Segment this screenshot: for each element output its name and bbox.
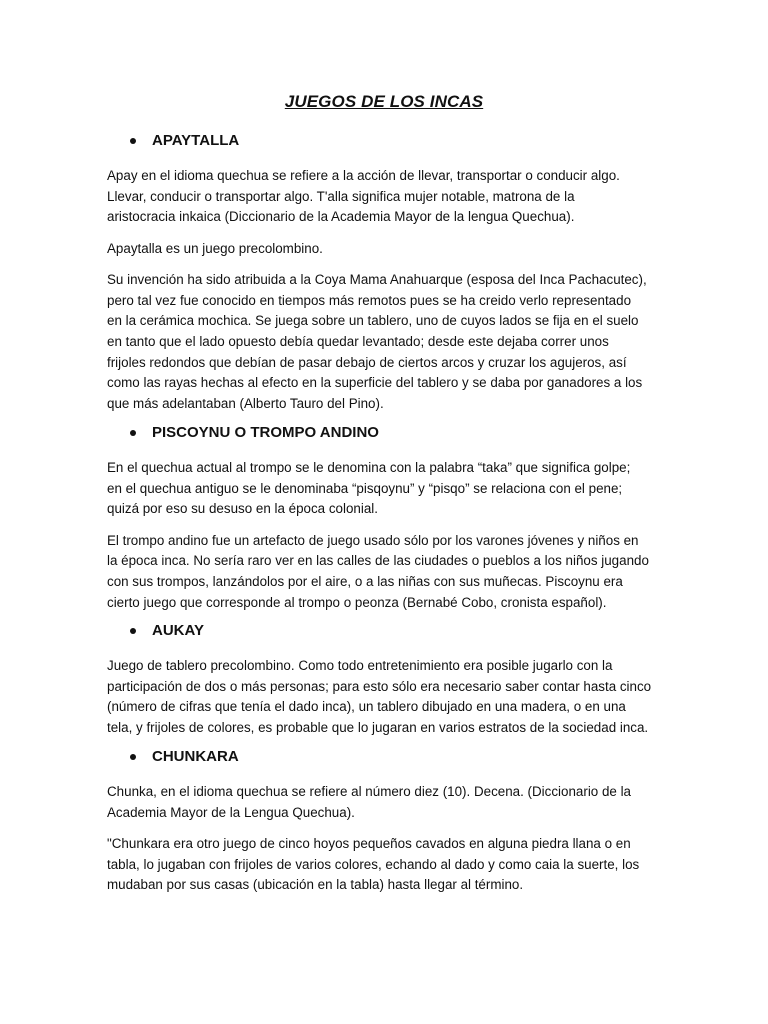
bullet-icon bbox=[130, 138, 136, 144]
section-chunkara bbox=[107, 746, 667, 907]
paragraph bbox=[107, 166, 667, 228]
text-line: Academia Mayor de la Lengua Quechua). bbox=[107, 804, 355, 820]
section-heading bbox=[107, 620, 667, 642]
text-line: tela, y frijoles de colores, es probable que lo jugaran en varios estratos de la sociedad inca. bbox=[107, 720, 649, 736]
paragraph bbox=[107, 239, 667, 260]
document-title: JUEGOS DE LOS INCAS bbox=[284, 92, 484, 111]
text-line: Llevar, conducir o transportar algo. T'alla significa mujer notable, matrona de la bbox=[107, 188, 575, 204]
section-heading bbox=[107, 422, 667, 444]
text-line: la época inca. No sería raro ver en las calles de las ciudades o pueblos a los niños jugando bbox=[107, 553, 649, 569]
bullet-icon bbox=[130, 754, 136, 760]
paragraph bbox=[107, 270, 667, 415]
section-heading-text: APAYTALLA bbox=[152, 132, 240, 149]
text-line: Su invención ha sido atribuida a la Coya Mama Anahuarque (esposa del Inca Pachacutec), bbox=[107, 271, 647, 287]
section-heading bbox=[107, 130, 667, 152]
text-line: Apaytalla es un juego precolombino. bbox=[107, 240, 323, 256]
bullet-icon bbox=[130, 628, 136, 634]
text-line: mudaban por sus casas (ubicación en la tabla) hasta llegar al término. bbox=[107, 877, 524, 893]
text-line: cierto juego que corresponde al trompo o peonza (Bernabé Cobo, cronista español). bbox=[107, 594, 607, 610]
section-heading-text: AUKAY bbox=[152, 622, 204, 639]
section-heading-text: PISCOYNU O TROMPO ANDINO bbox=[152, 424, 379, 441]
section-aukay bbox=[107, 620, 667, 749]
text-line: (número de cifras que tenía el dado inca), un tablero dibujado en una madera, o en una bbox=[107, 699, 626, 715]
text-line: como las rayas hechas al efecto en la superficie del tablero y se daba por ganadores a los bbox=[107, 375, 643, 391]
paragraph bbox=[107, 834, 667, 896]
text-line: con sus trompos, lanzándolos por el aire, o a las niñas con sus muñecas. Piscoynu era bbox=[107, 574, 623, 590]
paragraph bbox=[107, 782, 667, 823]
text-line: quizá por eso su desuso en la época colonial. bbox=[107, 501, 378, 517]
text-line: en el quechua antiguo se le denominaba “pisqoynu” y “pisqo” se relaciona con el pene; bbox=[107, 480, 623, 496]
paragraph bbox=[107, 458, 667, 520]
text-line: en la cerámica mochica. Se juega sobre un tablero, uno de cuyos lados se fija en el suelo bbox=[107, 313, 639, 329]
text-line: El trompo andino fue un artefacto de juego usado sólo por los varones jóvenes y niños en bbox=[107, 532, 639, 548]
paragraph bbox=[107, 531, 667, 614]
text-line: en tanto que el lado opuesto debía quedar levantado; desde este dejaba correr unos bbox=[107, 333, 609, 349]
text-line: Chunka, en el idioma quechua se refiere al número diez (10). Decena. (Diccionario de la bbox=[107, 784, 632, 799]
bullet-icon bbox=[130, 430, 136, 436]
text-line: frijoles redondos que debían de pasar debajo de ciertos arcos y cruzar los agujeros, así bbox=[107, 354, 627, 370]
section-apaytalla bbox=[107, 130, 667, 425]
text-line: participación de dos o más personas; para esto sólo era necesario saber contar hasta cinco bbox=[107, 678, 652, 694]
text-line: Juego de tablero precolombino. Como todo entretenimiento era posible jugarlo con la bbox=[107, 658, 613, 673]
paragraph bbox=[107, 656, 667, 739]
text-line: Apay en el idioma quechua se refiere a la acción de llevar, transportar o conducir algo. bbox=[107, 168, 620, 183]
text-line: aristocracia inkaica (Diccionario de la Academia Mayor de la lengua Quechua). bbox=[107, 209, 575, 225]
text-line: En el quechua actual al trompo se le denomina con la palabra “taka” que significa golpe; bbox=[107, 460, 631, 475]
section-heading-text: CHUNKARA bbox=[152, 748, 239, 765]
text-line: pero tal vez fue conocido en tiempos más remotos pues se ha creido verlo representado bbox=[107, 292, 632, 308]
text-line: que más adelantaban (Alberto Tauro del Pino). bbox=[107, 396, 384, 412]
section-heading bbox=[107, 746, 667, 768]
text-line: "Chunkara era otro juego de cinco hoyos pequeños cavados en alguna piedra llana o en bbox=[107, 835, 631, 851]
section-piscoynu bbox=[107, 422, 667, 624]
text-line: tabla, lo jugaban con frijoles de varios colores, echando al dado y como caia la suerte, los bbox=[107, 856, 640, 872]
